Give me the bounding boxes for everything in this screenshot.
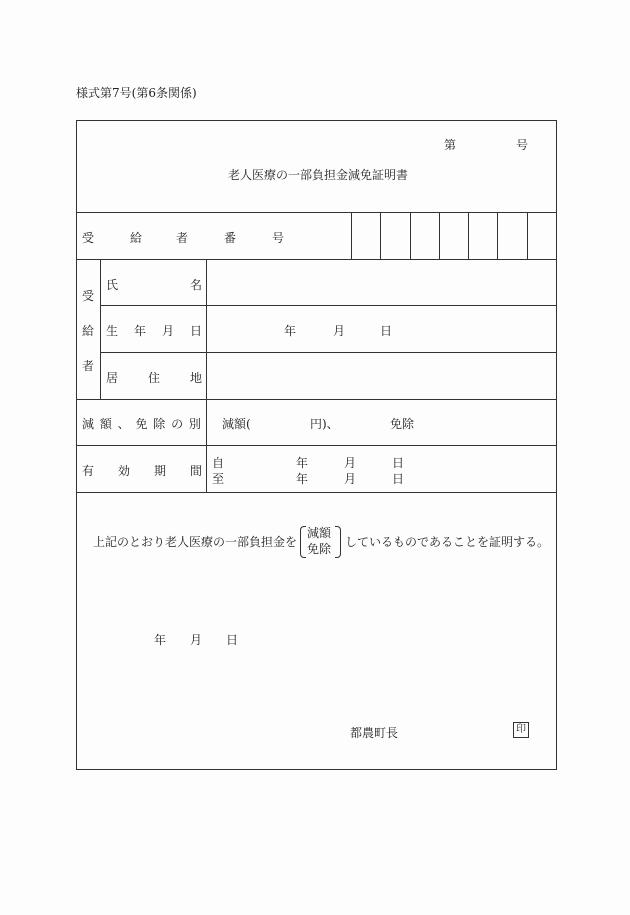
certification-text-after: しているものであることを証明する。 xyxy=(345,535,550,549)
period-from-label: 自 xyxy=(212,456,225,470)
group-column-divider xyxy=(100,259,101,399)
issue-year-unit: 年 xyxy=(154,633,167,647)
birthdate-label-3: 月 xyxy=(162,324,175,338)
period-to-month: 月 xyxy=(344,472,357,486)
recipient-number-label-3: 者 xyxy=(176,231,189,245)
number-box-divider xyxy=(468,212,469,259)
issue-month-unit: 月 xyxy=(190,633,203,647)
form-reference: 様式第7号(第6条関係) xyxy=(76,86,197,100)
certificate-number-suffix: 号 xyxy=(516,138,529,152)
choice-reduction: 減額 xyxy=(307,526,332,540)
choice-brace-left xyxy=(300,526,306,558)
issue-day-unit: 日 xyxy=(226,633,239,647)
number-box-divider xyxy=(527,212,528,259)
row-divider xyxy=(76,212,557,213)
number-box-divider xyxy=(380,212,381,259)
row-divider xyxy=(76,399,557,400)
period-to-day: 日 xyxy=(392,472,405,486)
choice-exemption: 免除 xyxy=(307,542,332,556)
reduction-amount-prefix: 減額( xyxy=(222,417,251,431)
name-label-2: 名 xyxy=(190,278,203,292)
period-to-year: 年 xyxy=(296,472,309,486)
period-label-1: 有 xyxy=(82,464,95,478)
birthdate-day-unit: 日 xyxy=(380,324,393,338)
recipient-group-label-3: 者 xyxy=(82,359,95,373)
frame-top xyxy=(76,120,557,121)
number-box-divider xyxy=(351,212,352,259)
recipient-number-label-1: 受 xyxy=(82,231,95,245)
row-divider xyxy=(76,259,557,260)
period-label-3: 期 xyxy=(154,464,167,478)
document-title: 老人医療の一部負担金減免証明書 xyxy=(228,168,409,182)
recipient-number-label-4: 番 xyxy=(224,231,237,245)
reduction-label: 減 額 、 免 除 の 別 xyxy=(82,417,202,431)
period-label-4: 間 xyxy=(190,464,203,478)
row-divider xyxy=(100,352,557,353)
number-box-divider xyxy=(410,212,411,259)
period-from-month: 月 xyxy=(344,456,357,470)
certificate-number-prefix: 第 xyxy=(444,138,457,152)
period-label-2: 効 xyxy=(118,464,131,478)
birthdate-month-unit: 月 xyxy=(333,324,346,338)
seal-stamp: 印 xyxy=(513,722,529,738)
period-from-day: 日 xyxy=(392,456,405,470)
certification-text-before: 上記のとおり老人医療の一部負担金を xyxy=(93,535,298,549)
frame-bottom xyxy=(76,769,557,770)
number-box-divider xyxy=(439,212,440,259)
birthdate-label-1: 生 xyxy=(106,324,119,338)
birthdate-label-4: 日 xyxy=(190,324,203,338)
address-label-3: 地 xyxy=(190,371,203,385)
birthdate-label-2: 年 xyxy=(134,324,147,338)
address-label-1: 居 xyxy=(106,371,119,385)
name-label-1: 氏 xyxy=(106,278,119,292)
exemption-option: 免除 xyxy=(390,417,415,431)
recipient-group-label-1: 受 xyxy=(82,289,95,303)
number-box-divider xyxy=(497,212,498,259)
period-from-year: 年 xyxy=(296,456,309,470)
birthdate-year-unit: 年 xyxy=(284,324,297,338)
choice-brace-right xyxy=(335,526,341,558)
recipient-group-label-2: 給 xyxy=(82,324,95,338)
label-column-divider xyxy=(206,259,207,492)
issuer-name: 都農町長 xyxy=(350,726,399,740)
address-label-2: 住 xyxy=(148,371,161,385)
recipient-number-label-2: 給 xyxy=(130,231,143,245)
recipient-number-label-5: 号 xyxy=(272,231,285,245)
row-divider xyxy=(76,492,557,493)
period-to-label: 至 xyxy=(212,472,225,486)
reduction-amount-suffix: 円)、 xyxy=(310,417,339,431)
row-divider xyxy=(100,305,557,306)
row-divider xyxy=(76,445,557,446)
